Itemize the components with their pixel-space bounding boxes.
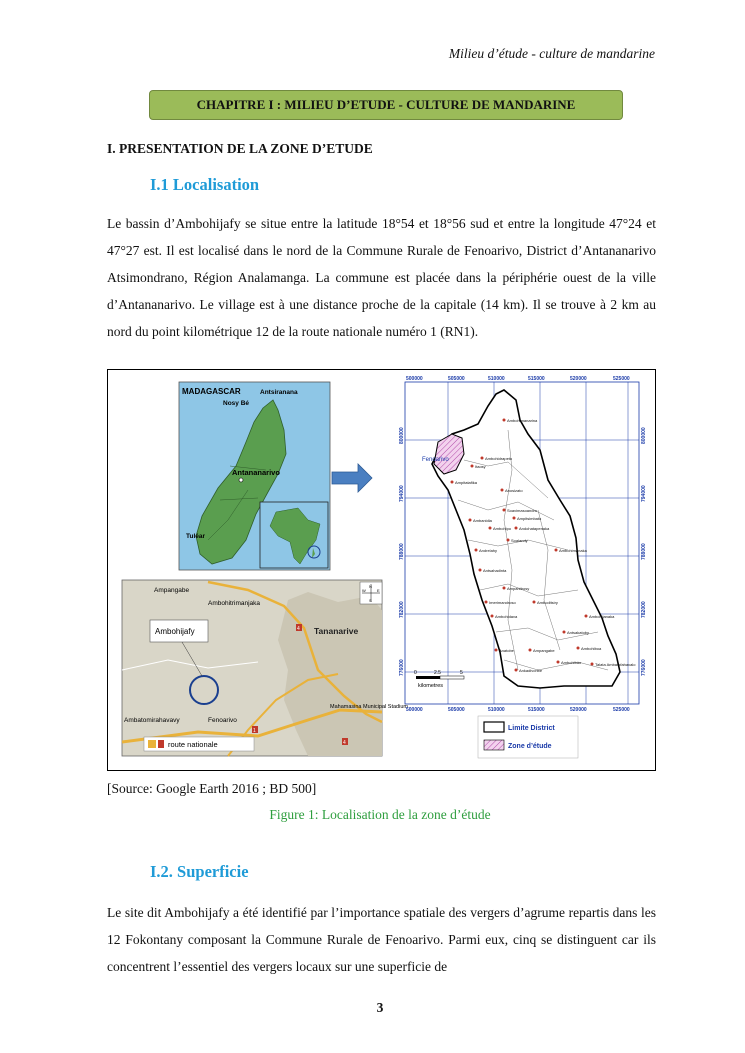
village-24: Ambohibao (561, 660, 582, 665)
place-ambohitrimanjaka: Ambohitrimanjaka (208, 600, 261, 607)
road-number-a: 4 (297, 626, 300, 632)
village-20: Ambohijanaka (589, 614, 615, 619)
x-tick-515000: 515000 (528, 376, 545, 382)
chapter-title-box (149, 90, 623, 120)
x-tick-515000-bottom: 515000 (528, 707, 545, 713)
village-22: Anatobe (499, 648, 514, 653)
scale-tick-2-5: 2.5 (434, 670, 441, 676)
scale-tick-5: 5 (460, 670, 463, 676)
x-tick-520000: 520000 (570, 376, 587, 382)
compass-n: N (369, 584, 372, 589)
village-6: Ampitsimbato (517, 516, 542, 521)
madagascar-inset (179, 382, 330, 570)
figure-map (108, 370, 654, 769)
place-ambohijafy: Ambohijafy (155, 627, 195, 636)
y-tick-776000-right: 776000 (641, 659, 647, 676)
village-19: Amboditsiry (537, 600, 558, 605)
place-ampangabe: Ampangabe (154, 587, 190, 594)
village-0: Ambohimanarina (507, 418, 538, 423)
x-tick-510000-bottom: 510000 (488, 707, 505, 713)
village-13: Ambohimanaka (559, 548, 587, 553)
village-25: Ankadivoribe (519, 668, 543, 673)
section-title: I. PRESENTATION DE LA ZONE D’ETUDE (107, 141, 373, 156)
place-fenoarivo-sat: Fenoarivo (208, 717, 237, 724)
place-nosy-be: Nosy Bé (223, 400, 250, 407)
y-tick-776000: 776000 (399, 659, 405, 676)
x-tick-520000-bottom: 520000 (570, 707, 587, 713)
page-number: 3 (376, 1000, 384, 1015)
y-tick-782000-right: 782000 (641, 601, 647, 618)
scale-tick-0: 0 (414, 670, 417, 676)
madagascar-title: MADAGASCAR (182, 387, 241, 396)
village-14: Antsahadinta (483, 568, 507, 573)
x-tick-510000: 510000 (488, 376, 505, 382)
label-fenoarivo: Fenoarivo (422, 457, 449, 463)
village-18: Ambohidava (495, 614, 518, 619)
village-5: Soavimasoandro (507, 508, 538, 513)
district-legend (478, 716, 578, 758)
x-tick-505000: 505000 (448, 376, 465, 382)
village-12: Andrelahy (479, 548, 498, 553)
y-tick-800000-right: 800000 (641, 427, 647, 444)
road-number-c: 1 (253, 728, 256, 734)
legend-route-nationale: route nationale (168, 740, 218, 749)
place-tulear: Tuléar (186, 533, 206, 540)
village-21: Antsakatoby (567, 630, 590, 635)
compass-w: W (362, 588, 366, 593)
figure-source: [Source: Google Earth 2016 ; BD 500] (107, 781, 317, 796)
x-tick-505000-bottom: 505000 (448, 707, 465, 713)
place-tananarive: Tananarive (314, 626, 359, 636)
road-number-b: 4 (343, 740, 346, 746)
legend-limite-district: Limite District (508, 725, 555, 732)
village-8: Ambohipo (493, 526, 512, 531)
y-tick-782000: 782000 (399, 601, 405, 618)
pointer-arrow (332, 464, 372, 492)
x-tick-525000-bottom: 525000 (613, 707, 630, 713)
place-mahamasina: Mahamasina Municipal Stadium (330, 704, 408, 710)
compass-e: E (377, 588, 380, 593)
running-header: Milieu d’étude - culture de mandarine (448, 46, 655, 61)
village-1: Ambohidrapeto (485, 456, 513, 461)
y-tick-788000: 788000 (399, 543, 405, 560)
chapter-title: CHAPITRE I : MILIEU D’ETUDE - CULTURE DE MANDARINE (196, 97, 576, 112)
district-map (399, 376, 647, 758)
village-15: Ampahitrosy (507, 586, 530, 591)
x-tick-525000: 525000 (613, 376, 630, 382)
village-29: Ambohiboa (581, 646, 602, 651)
figure-caption: Figure 1: Localisation de la zone d’étude (269, 807, 491, 822)
scale-unit: kilometres (418, 683, 444, 689)
village-26: Ampangabe (533, 648, 555, 653)
y-tick-788000-right: 788000 (641, 543, 647, 560)
village-11: Soalandy (511, 538, 528, 543)
y-tick-794000-right: 794000 (641, 485, 647, 502)
village-7: Ambanidia (473, 518, 492, 523)
village-4: Anosizato (505, 488, 523, 493)
place-antsiranana: Antsiranana (260, 389, 298, 396)
subsection-superficie: I.2. Superficie (150, 862, 249, 881)
paragraph-superficie: Le site dit Ambohijafy a été identifié par l’importance spatiale des vergers d’agrume repartis dans les 12 Fokontany composant la Commune Rurale de Fenoarivo. Parmi eux, cinq se distinguent car ils concentrent l’essentiel des vergers locaux sur une superficie de (107, 905, 656, 974)
y-tick-800000: 800000 (399, 427, 405, 444)
paragraph-localisation: Le bassin d’Ambohijafy se situe entre la latitude 18°54 et 18°56 sud et entre la longitude 47°24 et 47°27 est. Il est localisé dans le nord de la Commune Rurale de Fenoarivo, District d’Antananarivo Atsimondrano, Région Analamanga. La commune est placée dans la périphérie ouest de la ville d’Antananarivo. Le village est à une distance proche de la capitale (14 km). Il se trouve à 2 km au nord du point kilométrique 12 de la route nationale numéro 1 (RN1). (107, 216, 656, 339)
place-antananarivo: Antananarivo (232, 468, 280, 477)
x-tick-500000-bottom: 500000 (406, 707, 423, 713)
village-2: Itaosy (475, 464, 486, 469)
y-tick-794000: 794000 (399, 485, 405, 502)
place-ambatomirahavavy: Ambatomirahavavy (124, 717, 180, 724)
figure-frame (107, 369, 656, 771)
village-27: Talata Ambatofahavalo (595, 662, 636, 667)
legend-zone-etude: Zone d’étude (508, 743, 552, 750)
compass-s: S (369, 598, 372, 603)
village-3: Ampitatafika (455, 480, 478, 485)
satellite-inset (122, 580, 408, 756)
village-9: Andohatapenaka (519, 526, 550, 531)
x-tick-500000: 500000 (406, 376, 423, 382)
subsection-localisation: I.1 Localisation (150, 175, 260, 194)
village-17: Imerimandroso (489, 600, 516, 605)
